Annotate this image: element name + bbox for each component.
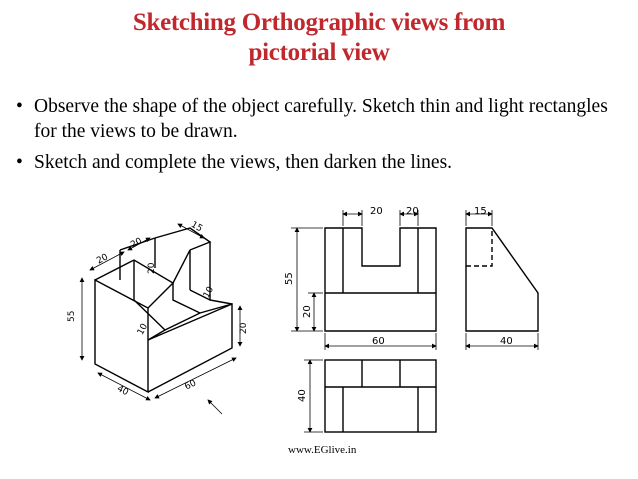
top-depth-label: 40 [297, 389, 308, 402]
iso-top-left-label: 20 [95, 252, 110, 267]
side-view-dimension-lines [466, 210, 538, 350]
bullet-text: Sketch and complete the views, then darken the lines. [34, 152, 453, 173]
front-width-label: 60 [372, 336, 385, 347]
title-line-1: Sketching Orthographic views from [132, 9, 506, 36]
footer-url: www.EGlive.in [288, 444, 357, 456]
iso-depth-label: 40 [115, 383, 130, 399]
iso-right-height-label: 20 [239, 322, 249, 334]
front-view-dimension-lines [291, 210, 436, 350]
iso-width-label: 60 [183, 378, 199, 393]
side-top-label: 15 [474, 206, 487, 217]
bullet-dot-icon: • [16, 96, 23, 117]
title-line-2: pictorial view [248, 39, 390, 66]
side-view-dimension-labels [474, 206, 513, 347]
iso-top-mid-label: 20 [129, 236, 144, 251]
iso-slot-right-label: 10 [201, 285, 217, 300]
front-height-label: 55 [284, 272, 295, 285]
side-view [466, 228, 538, 331]
iso-top-right-label: 15 [189, 219, 204, 235]
bullet-text: Observe the shape of the object carefully. Sketch thin and light rectangles for the views to be drawn. [34, 96, 608, 142]
side-width-label: 40 [500, 336, 513, 347]
iso-height-label: 55 [67, 310, 77, 322]
front-top-left-label: 20 [370, 206, 383, 217]
iso-step-label: 10 [135, 322, 151, 337]
bullet-dot-icon: • [16, 152, 23, 173]
front-view [325, 228, 436, 331]
top-view-dimension-labels [297, 389, 308, 402]
iso-slot-depth-label: 20 [147, 262, 157, 274]
front-lower-label: 20 [302, 305, 313, 318]
front-top-right-label: 20 [406, 206, 419, 217]
front-view-dimension-labels [284, 206, 419, 347]
top-view [325, 360, 436, 432]
isometric-view [95, 228, 232, 392]
